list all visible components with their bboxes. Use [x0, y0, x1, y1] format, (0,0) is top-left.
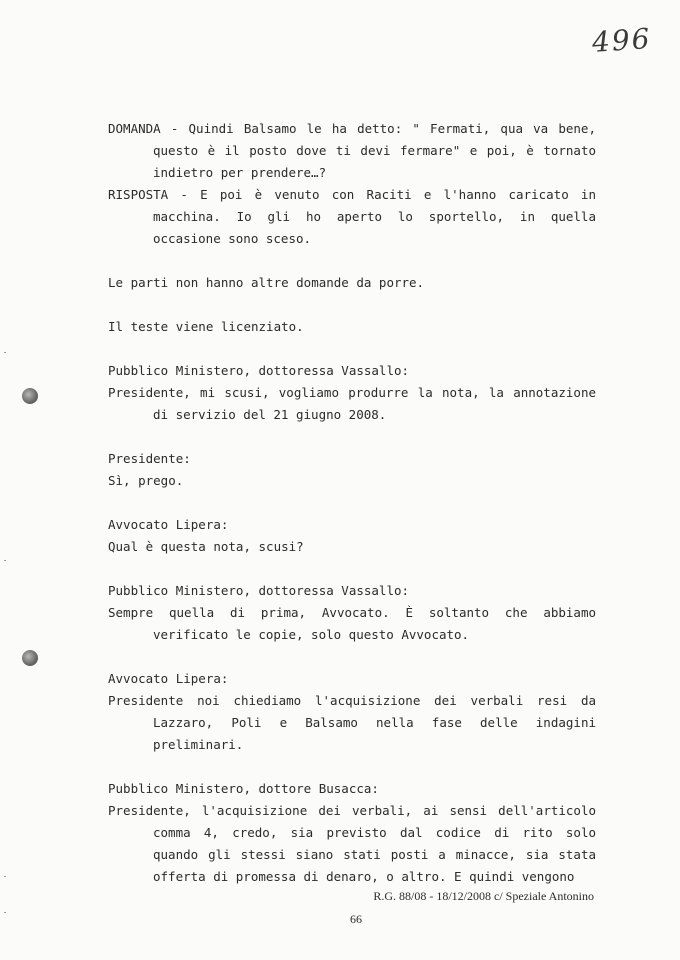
edge-mark: [4, 876, 6, 877]
handwritten-page-number: 496: [590, 21, 653, 60]
speech-text: Sempre quella di prima, Avvocato. È soltanto che abbiamo verificato le copie, solo questo Avvocato.: [108, 605, 596, 642]
speaker-label: Pubblico Ministero, dottore Busacca:: [108, 781, 379, 796]
exchange-block: [108, 360, 596, 426]
speaker-label: Pubblico Ministero, dottoressa Vassallo:: [108, 583, 410, 598]
speaker-label: Avvocato Lipera:: [108, 671, 229, 686]
exchange-block: [108, 668, 596, 756]
punch-hole-icon: [22, 388, 38, 404]
speaker-label: Avvocato Lipera:: [108, 517, 229, 532]
case-reference: R.G. 88/08 - 18/12/2008 c/ Speziale Antonino: [373, 889, 594, 903]
speech-text: Presidente, l'acquisizione dei verbali, ai sensi dell'articolo comma 4, credo, sia previsto dal codice di rito solo quando gli stessi siano stati posti a minacce, sia stata offerta di promessa di denaro, o altro. E quindi vengono: [108, 803, 596, 884]
speaker-label: Presidente:: [108, 451, 191, 466]
exchange-block: [108, 514, 596, 558]
exchange-block: [108, 448, 596, 492]
edge-mark: [4, 912, 6, 913]
answer-paragraph: RISPOSTA - E poi è venuto con Raciti e l'hanno caricato in macchina. Io gli ho aperto lo sportello, in quella occasione sono sceso.: [108, 187, 596, 246]
speech-text: Presidente, mi scusi, vogliamo produrre la nota, la annotazione di servizio del 21 giugno 2008.: [108, 385, 596, 422]
exchange-block: [108, 580, 596, 646]
transcript-body: [108, 118, 596, 910]
edge-mark: [4, 560, 6, 561]
speaker-label: Pubblico Ministero, dottoressa Vassallo:: [108, 363, 410, 378]
statement-witness-dismissed: Il teste viene licenziato.: [108, 319, 304, 334]
speech-text: Qual è questa nota, scusi?: [108, 539, 304, 554]
question-paragraph: DOMANDA - Quindi Balsamo le ha detto: " Fermati, qua va bene, questo è il posto dove ti devi fermare" e poi, è tornato indietro per prendere…?: [108, 121, 596, 180]
punch-hole-icon: [22, 650, 38, 666]
page-number: 66: [350, 912, 362, 926]
statement-no-questions: Le parti non hanno altre domande da porre.: [108, 275, 425, 290]
speech-text: Sì, prego.: [108, 473, 184, 488]
speech-text: Presidente noi chiediamo l'acquisizione dei verbali resi da Lazzaro, Poli e Balsamo nella fase delle indagini preliminari.: [108, 693, 596, 752]
edge-mark: [4, 352, 6, 353]
exchange-block: [108, 778, 596, 888]
